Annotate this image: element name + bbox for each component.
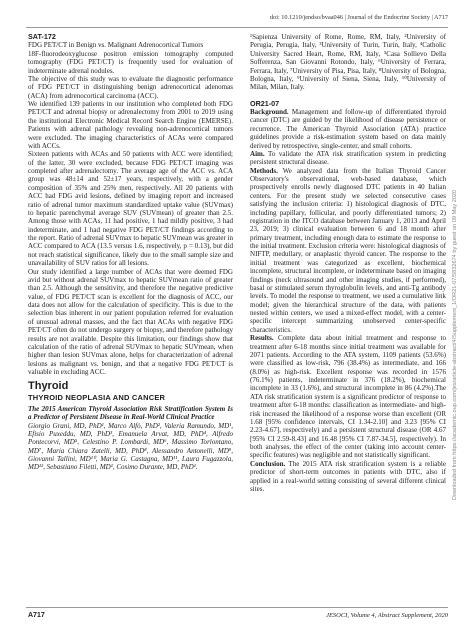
abstract-title: The 2015 American Thyroid Association Risk Stratification System Is a Predictor of Persistent Disease in Real-World Clinical Practice (28, 404, 233, 422)
results-section (250, 334, 446, 460)
section-label: Aim. (250, 149, 265, 158)
abstract-id: SAT-172 (28, 32, 56, 41)
abstract-paragraph: The objective of this study was to evaluate the diagnostic performance of FDG PET/CT in distinguishing benign adrenocortical adenomas (ACA) from adrenocortical carcinoma (ACC). (28, 74, 233, 100)
left-column (28, 33, 233, 472)
abstract-paragraph: We identified 139 patients in our institution who completed both FDG PET/CT and adrenal biopsy or adrenalectomy from 2001 to 2019 using the institutional Electronic Medical Record Search Engine (EMERSE). Patients with adrenal pathology revealing non-adrenocortical tumors were excluded. The imaging characteristics of ACAs were compared with ACCs. (28, 100, 233, 150)
journal-citation: JESOCI, Volume 4, Abstract Supplement, 2020 (326, 612, 448, 619)
abstract-id: OR21-07 (250, 98, 280, 108)
affiliation-list: ¹Sapienza University of Rome, Rome, RM, Italy, ²University of Perugia, Perugia, Italy, ³University of Turin, Turin, Italy, ⁴Catholic University Sacred Heart, Rome, RM, Italy, ⁵Casa Sollievo Della Sofferenza, San Giovanni Rotondo, Italy, ⁶University of Ferrara, Ferrara, Italy, ⁷University of Pisa, Pisa, Italy, ⁸University of Bologna, Bologna, Italy, ⁹University of Siena, Siena, Italy, ¹⁰University of Milan, Milan, Italy. (250, 33, 446, 92)
author-list: Giorgio Grani, MD, PhD¹, Marco Alfò, PhD², Valeria Ramundo, MD¹, Efisio Puxeddu, MD, PhD³, Emanuela Arvat, MD, PhD⁴, Alfredo Pontecorvi, MD⁵, Celestino P. Lombardi, MD⁶, Massimo Torlontano, MD⁷, Maria Chiara Zatelli, MD, PhD⁸, Alessandro Antonelli, MD⁹, Giovanni Tallini, MD¹⁰, Maria G. Castagna, MD¹¹, Laura Fugazzola, MD¹², Sebastiano Filetti, MD¹, Cosimo Durante, MD, PhD¹. (28, 421, 233, 472)
page-number: A717 (28, 612, 45, 619)
methods-section (250, 167, 446, 335)
background-section (250, 108, 446, 150)
section-label: Background. (250, 108, 289, 116)
section-text: The 2015 ATA risk stratification system is a reliable predictor of short-term outcomes in patients with DTC, also if applied in a real-world setting consisting of several different clinical sites. (250, 459, 446, 493)
right-column (250, 33, 446, 493)
download-watermark: Downloaded from https://academic.oup.com/jes/article-abstract/4/Supplement_1/OR21-07/5832674 by guest on 09 May 2020 (452, 189, 458, 501)
section-text: Complete data about initial treatment and response to treatment after 6-18 months since initial treatment was available for 2071 patients. According to the ATA system, 1109 patients (53.6%) were classified as low-risk, 796 (38.4%) as intermediate, and 166 (8.0%) as high-risk. Excellent response was recorded in 1576 (76.1%) patients, indeterminate in 376 (18.2%), biochemical incomplete in 33 (1.6%), and structural incomplete in 86 (4.2%).The ATA risk stratification system is a significant predictor of response to treatment after 6-18 months: classification as intermediate- and high-risk increased the likelihood of a response worse than excellent (OR 1.68 [95% confidence intervals, CI 1.34-2.10] and 3.23 [95% CI 2.23-4.67], respectively) and a persistent structural disease (OR 4.67 [95% CI 2.59-8.43] and 16.48 [95% CI 7.87-34.5], respectively). In both analyses, the effect of the center (taking into account center-specific features) was negligible and not statistically significant. (250, 334, 446, 460)
section-label: Methods. (250, 166, 278, 175)
section-label: Results. (250, 334, 274, 343)
section-label: Conclusion. (250, 459, 286, 468)
section-text: Management and follow-up of differentiated thyroid cancer (DTC) are guided by the likelihood of disease persistence or recurrence. The American Thyroid Association (ATA) practice guidelines provide a risk-estimation system based on data mainly derived by retrospective, single-center, and small cohorts. (250, 108, 446, 150)
section-text: We analyzed data from the Italian Thyroid Cancer Observatory's observational, web-based database, which prospectively enrolls newly diagnosed DTC patients in 40 Italian centers. For the present study we selected consecutive cases satisfying the inclusion criteria: 1) histological diagnosis of DTC, including papillary, follicular, and poorly differentiated tumors; 2) registration in the ITCO database between January 1, 2013 and April 23, 2019; 3) clinical evaluation between 6 and 18 month after primary treatment, including enough data to estimate the response to the initial treatment. Exclusion criteria were: histological diagnosis of NIFTP, medullary, or anaplastic thyroid cancer. The response to the initial treatment was categorized as excellent, biochemical incomplete, structural incomplete, or indeterminate based on imaging findings (neck ultrasound and other imaging studies, if performed), basal or stimulated serum thyroglobulin levels, and anti-Tg antibody levels. To model the response to treatment, we used a cumulative link model; given the hierarchical structure of the data, with patients nested within centers, we used a mixed-effect model, with a center-specific intercept summarizing unobserved center-specific characteristics. (250, 166, 446, 334)
abstract-paragraph: Sixteen patients with ACAs and 50 patients with ACC were identified; of the latter, 30 were excluded, because FDG PET/CT imaging was completed after adrenalectomy. The average age of the ACC vs. ACA group was 48±14 and 52±17 years, respectively, with a gender composition of 35% and 25% men, respectively. All 20 patients with ACC had FDG avid lesions, defined by imaging report and increased ratio of adrenal tumor maximum standardized uptake value (SUVmax) to hepatic parenchymal average SUV (SUVmean) of greater than 2.5. Among those with ACAs, 11 had positive, 1 had mildly positive, 3 had indeterminate, and 1 had negative FDG PET/CT findings according to the report. Ratio of adrenal SUVmax to hepatic SUVmean was greater in ACC compared to ACA (13.5 versus 1.6, respectively, p = 0.13), but did not reach statistical significance, likely due to the small sample size and unavailability of SUV ratios for all lesions. (28, 150, 233, 268)
header-rule (26, 27, 448, 28)
conclusion-section (250, 460, 446, 494)
abstract-paragraph: 18F-fluorodeoxyglucose positron emission tomography computed tomography (FDG PET/CT) is frequently used for evaluation of indeterminate adrenal nodules. (28, 49, 233, 75)
abstract-title: FDG PET/CT in Benign vs. Malignant Adrenocortical Tumors (28, 41, 204, 50)
running-head: doi: 10.1210/jendso/bvaa046 | Journal of the Endocrine Society | A717 (269, 14, 448, 21)
aim-section (250, 150, 446, 167)
section-title: Thyroid (28, 380, 69, 393)
footer-rule (26, 607, 448, 608)
abstract-paragraph: Our study identified a large number of ACAs that were deemed FDG avid but without adrenal SUVmax to hepatic SUVmean ratio of greater than 2.5. Although the sensitivity, and therefore the negative predictive value, of FDG PET/CT scan is excellent for the diagnosis of ACC, our data does not allow for the calculation of specificity. This is due to the selection bias inherent in our patient population referred for evaluation of unusual adrenal masses, and the fact that ACAs with negative FDG PET/CT often do not undergo surgery or biopsy, and therefore pathology results are not available. Despite this limitation, our findings show that calculation of the ratio of adrenal SUVmax to hepatic SUVmean, when higher than lesion SUVmax alone, helps for characterization of adrenal lesions as malignant vs. benign, and that a negative FDG PET/CT is valuable in excluding ACC. (28, 267, 233, 376)
section-text: To validate the ATA risk stratification system in predicting persistent structural disease. (250, 149, 446, 167)
section-subtitle: THYROID NEOPLASIA AND CANCER (28, 393, 166, 403)
